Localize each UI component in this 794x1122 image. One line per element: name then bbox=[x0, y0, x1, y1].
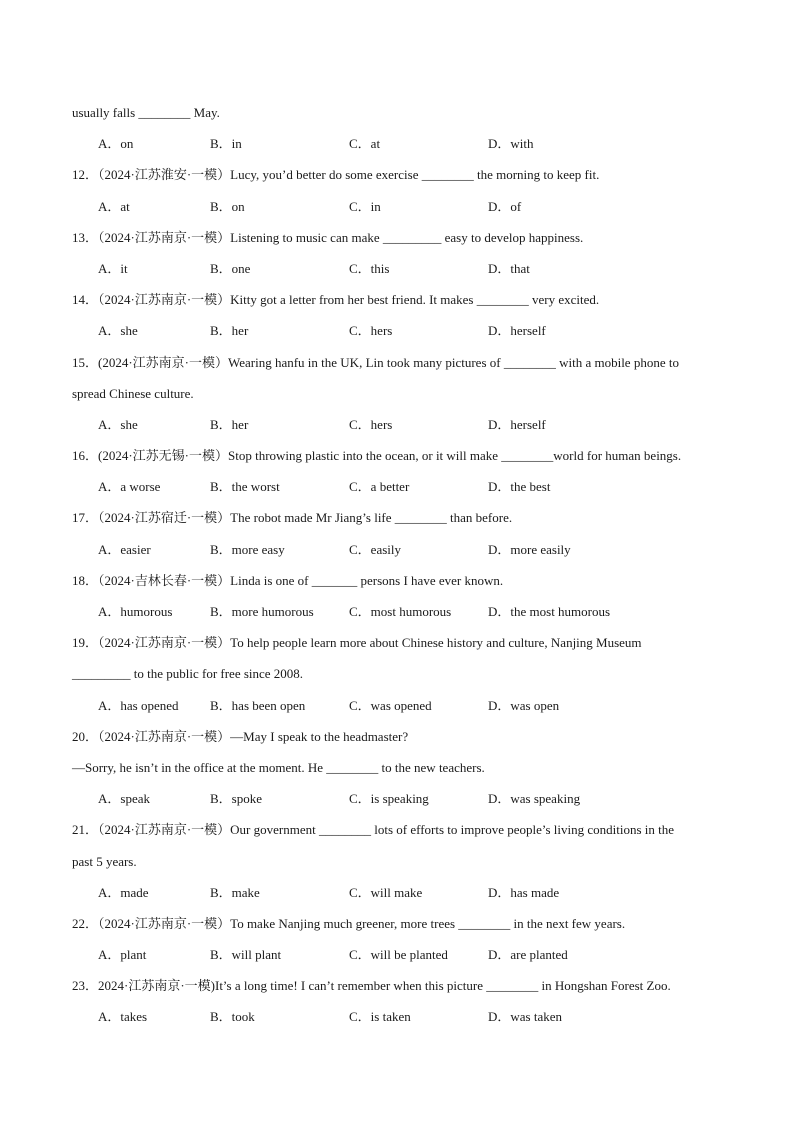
options-row bbox=[72, 128, 732, 159]
options-row bbox=[72, 939, 732, 970]
document-page bbox=[72, 97, 732, 1033]
answer-option: B．make bbox=[210, 884, 260, 900]
answer-option: B．in bbox=[210, 136, 242, 152]
question-line: 12．（2024·江苏淮安·一模）Lucy, you’d better do some exercise ________ the morning to keep fit. bbox=[72, 167, 600, 183]
options-row bbox=[72, 877, 732, 908]
answer-option: B．has been open bbox=[210, 697, 306, 713]
answer-option: B．more easy bbox=[210, 541, 285, 557]
answer-option: C．this bbox=[349, 260, 390, 276]
answer-option: D．was speaking bbox=[488, 791, 581, 807]
answer-option: C．is speaking bbox=[349, 791, 429, 807]
options-row bbox=[72, 783, 732, 814]
answer-option: B．on bbox=[210, 198, 245, 214]
answer-option: B．one bbox=[210, 260, 251, 276]
question-line: 18．（2024·吉林长春·一模）Linda is one of _______ persons I have ever known. bbox=[72, 572, 504, 588]
answer-option: D．more easily bbox=[488, 541, 571, 557]
options-row bbox=[72, 1001, 732, 1032]
answer-option: D．that bbox=[488, 260, 530, 276]
answer-option: A．a worse bbox=[98, 479, 161, 495]
answer-option: B．the worst bbox=[210, 479, 280, 495]
answer-option: D．was open bbox=[488, 697, 560, 713]
answer-option: B．her bbox=[210, 323, 249, 339]
answer-option: A．easier bbox=[98, 541, 151, 557]
options-row bbox=[72, 253, 732, 284]
question-line: 17．（2024·江苏宿迁·一模）The robot made Mr Jiang’s life ________ than before. bbox=[72, 510, 513, 526]
answer-option: D．of bbox=[488, 198, 522, 214]
answer-option: A．humorous bbox=[98, 604, 173, 619]
answer-option: B．more humorous bbox=[210, 604, 314, 619]
question-line: usually falls ________ May. bbox=[72, 105, 220, 120]
answer-option: D．the most humorous bbox=[488, 604, 611, 619]
answer-option: A．made bbox=[98, 884, 149, 900]
question-line: 16．(2024·江苏无锡·一模）Stop throwing plastic into the ocean, or it will make ________world for human beings. bbox=[72, 448, 682, 464]
answer-option: A．has opened bbox=[98, 697, 179, 713]
answer-option: A．takes bbox=[98, 1009, 148, 1025]
answer-option: C．a better bbox=[349, 479, 410, 495]
answer-option: B．will plant bbox=[210, 947, 282, 963]
answer-option: D．herself bbox=[488, 416, 546, 432]
options-row bbox=[72, 534, 732, 565]
question-line: 23．2024·江苏南京·一模)It’s a long time! I can’t remember when this picture ________ in Hongshan Forest Zoo. bbox=[72, 978, 671, 994]
answer-option: C．was opened bbox=[349, 697, 432, 713]
answer-option: D．are planted bbox=[488, 947, 568, 963]
answer-option: D．herself bbox=[488, 323, 546, 339]
question-line: spread Chinese culture. bbox=[72, 385, 194, 401]
answer-option: B．took bbox=[210, 1009, 255, 1025]
answer-option: A．it bbox=[98, 260, 128, 276]
answer-option: D．has made bbox=[488, 884, 560, 900]
answer-option: C．most humorous bbox=[349, 604, 452, 619]
answer-option: B．spoke bbox=[210, 791, 263, 807]
question-line: past 5 years. bbox=[72, 853, 137, 869]
answer-option: D．was taken bbox=[488, 1009, 563, 1025]
options-row bbox=[72, 315, 732, 346]
answer-option: A．plant bbox=[98, 947, 147, 963]
answer-option: A．at bbox=[98, 198, 130, 214]
options-row bbox=[72, 596, 732, 627]
answer-option: B．her bbox=[210, 416, 249, 432]
answer-option: C．at bbox=[349, 136, 381, 152]
answer-option: C．will make bbox=[349, 884, 423, 900]
answer-option: C．will be planted bbox=[349, 947, 448, 963]
answer-option: A．she bbox=[98, 416, 138, 432]
question-line: 21．（2024·江苏南京·一模）Our government ________ lots of efforts to improve people’s living conditions in the bbox=[72, 822, 675, 838]
answer-option: D．with bbox=[488, 136, 534, 152]
question-line: —Sorry, he isn’t in the office at the moment. He ________ to the new teachers. bbox=[72, 759, 485, 775]
question-line: 22．（2024·江苏南京·一模）To make Nanjing much greener, more trees ________ in the next few years. bbox=[72, 915, 626, 931]
question-line: 13．（2024·江苏南京·一模）Listening to music can make _________ easy to develop happiness. bbox=[72, 229, 584, 245]
answer-option: C．easily bbox=[349, 541, 401, 557]
answer-option: C．in bbox=[349, 198, 381, 214]
answer-option: C．hers bbox=[349, 323, 393, 339]
options-row bbox=[72, 690, 732, 721]
answer-option: A．on bbox=[98, 136, 134, 152]
question-line: 14．（2024·江苏南京·一模）Kitty got a letter from her best friend. It makes ________ very excited. bbox=[72, 292, 600, 308]
options-row bbox=[72, 471, 732, 502]
answer-option: A．speak bbox=[98, 791, 150, 807]
question-line: 19．（2024·江苏南京·一模）To help people learn more about Chinese history and culture, Nanjing Museum bbox=[72, 635, 642, 651]
options-row bbox=[72, 191, 732, 222]
answer-option: C．is taken bbox=[349, 1009, 411, 1025]
answer-option: C．hers bbox=[349, 416, 393, 432]
question-line: _________ to the public for free since 2008. bbox=[72, 666, 304, 682]
question-line: 15．(2024·江苏南京·一模）Wearing hanfu in the UK, Lin took many pictures of ________ with a mobile phone to bbox=[72, 354, 679, 370]
answer-option: A．she bbox=[98, 323, 138, 339]
answer-option: D．the best bbox=[488, 479, 551, 495]
options-row bbox=[72, 409, 732, 440]
question-line: 20．（2024·江苏南京·一模）—May I speak to the headmaster? bbox=[72, 728, 409, 744]
